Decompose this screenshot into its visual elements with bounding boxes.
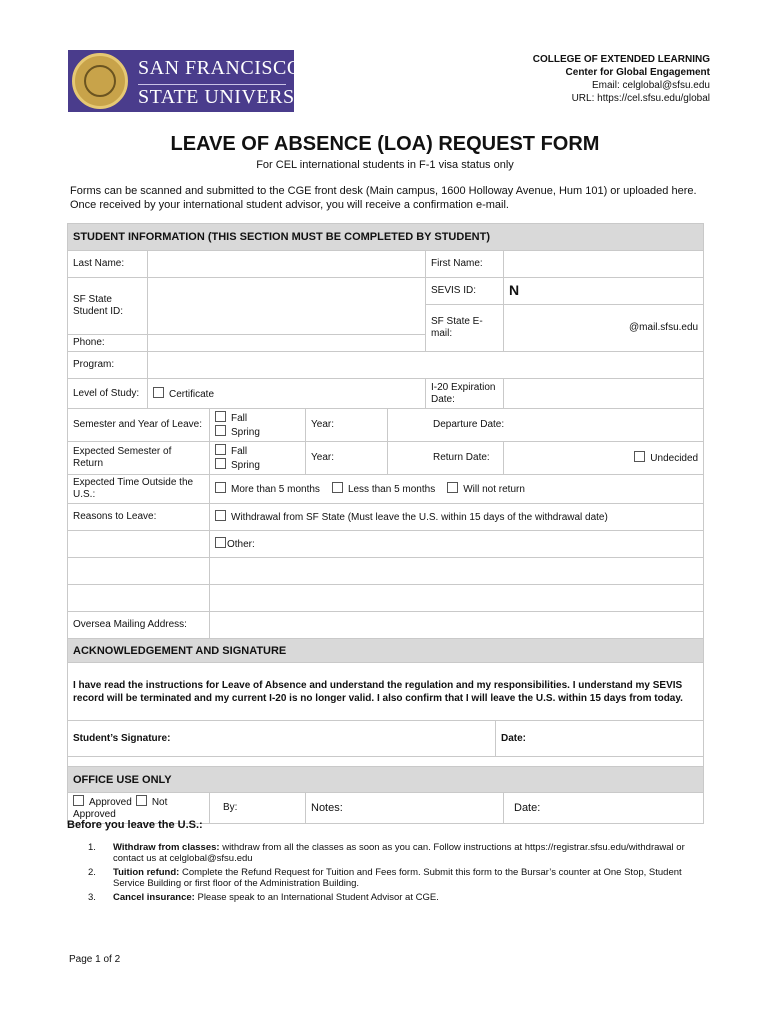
expected-time-options: [210, 475, 704, 504]
header-url: URL: https://cel.sfsu.edu/global: [571, 93, 710, 104]
ack-date-label: Date:: [501, 732, 527, 744]
address-input-1[interactable]: [210, 585, 704, 612]
ack-spacer: [68, 757, 704, 767]
approved-label: Approved: [89, 797, 132, 808]
certificate-label: Certificate: [169, 388, 215, 400]
office-section-heading: OFFICE USE ONLY: [68, 767, 704, 793]
phone-label: Phone:: [68, 335, 148, 352]
step-number: 1.: [88, 842, 96, 853]
more-than-5-label: More than 5 months: [231, 484, 320, 495]
departure-date-field[interactable]: [388, 409, 704, 442]
semester-leave-options: [210, 409, 306, 442]
withdrawal-option: [210, 504, 704, 531]
logo-line-2: STATE UNIVERSITY: [138, 86, 330, 108]
last-name-label: Last Name:: [68, 251, 148, 278]
form-title: LEAVE OF ABSENCE (LOA) REQUEST FORM: [170, 133, 600, 155]
step-heading: Withdraw from classes:: [113, 842, 220, 853]
before-leave-title: Before you leave the U.S.:: [67, 819, 203, 831]
step-text: Please speak to an International Student Advisor at CGE.: [194, 892, 439, 903]
phone-input[interactable]: [148, 335, 426, 352]
before-leave-steps: [88, 842, 708, 906]
other-checkbox[interactable]: [215, 537, 226, 548]
level-of-study-options: [148, 379, 426, 409]
step-item: [88, 842, 708, 864]
loa-form-table: [67, 223, 704, 824]
email-domain: @mail.sfsu.edu: [629, 322, 699, 333]
less-than-5-label: Less than 5 months: [347, 484, 436, 495]
approved-checkbox[interactable]: [73, 795, 84, 806]
signature-field[interactable]: [68, 721, 496, 757]
other-reason-input[interactable]: [210, 558, 704, 585]
i20-expiration-input[interactable]: [504, 379, 704, 409]
page-number: Page 1 of 2: [69, 954, 121, 965]
step-number: 3.: [88, 892, 96, 903]
leave-spring-label: Spring: [231, 427, 260, 438]
semester-leave-label: Semester and Year of Leave:: [68, 409, 210, 442]
expected-time-label: Expected Time Outside the U.S.:: [68, 475, 210, 504]
sf-email-input[interactable]: [504, 305, 704, 352]
undecided-checkbox[interactable]: [634, 451, 645, 462]
leave-fall-label: Fall: [231, 413, 248, 424]
step-item: [88, 867, 708, 889]
step-heading: Cancel insurance:: [113, 892, 195, 903]
ack-text: I have read the instructions for Leave of Absence and understand the regulation and my responsibilities. I understand my SEVIS record will be terminated and my current I-20 is no longer valid. I also confirm that I will leave the U.S. within 15 days from today.: [68, 663, 704, 721]
will-not-return-label: Will not return: [463, 484, 525, 495]
program-input[interactable]: [148, 352, 704, 379]
sevis-id-input[interactable]: [504, 278, 704, 305]
step-heading: Tuition refund:: [113, 867, 180, 878]
by-label: By:: [223, 802, 238, 813]
return-date-label: Return Date:: [433, 452, 490, 463]
last-name-input[interactable]: [148, 251, 426, 278]
more-than-5-checkbox[interactable]: [215, 482, 226, 493]
ack-section-heading: ACKNOWLEDGEMENT AND SIGNATURE: [68, 639, 704, 663]
leave-spring-checkbox[interactable]: [215, 425, 226, 436]
ack-date-field[interactable]: [496, 721, 704, 757]
college-name: COLLEGE OF EXTENDED LEARNING: [532, 54, 710, 65]
step-number: 2.: [88, 867, 96, 878]
program-label: Program:: [68, 352, 148, 379]
will-not-return-checkbox[interactable]: [447, 482, 458, 493]
expected-return-label: Expected Semester of Return: [68, 442, 210, 475]
certificate-checkbox[interactable]: [153, 387, 164, 398]
return-spring-checkbox[interactable]: [215, 458, 226, 469]
other-option: [210, 531, 704, 558]
departure-date-label: Departure Date:: [433, 419, 505, 430]
by-field[interactable]: [210, 793, 306, 824]
address-spacer: [68, 585, 210, 612]
less-than-5-checkbox[interactable]: [332, 482, 343, 493]
sf-id-label: SF State Student ID:: [68, 278, 148, 335]
withdrawal-label: Withdrawal from SF State (Must leave the U.S. within 15 days of the withdrawal date): [231, 512, 608, 523]
undecided-option: [504, 442, 704, 475]
first-name-label: First Name:: [426, 251, 504, 278]
leave-year-label: Year:: [306, 409, 388, 442]
reasons-spacer-2: [68, 558, 210, 585]
reasons-label: Reasons to Leave:: [68, 504, 210, 531]
leave-fall-checkbox[interactable]: [215, 411, 226, 422]
notes-field[interactable]: [306, 793, 504, 824]
undecided-label: Undecided: [650, 453, 699, 464]
step-item: [88, 892, 708, 903]
return-year-label: Year:: [306, 442, 388, 475]
logo-divider: [138, 84, 286, 85]
sevis-id-label: SEVIS ID:: [426, 278, 504, 305]
office-date-field[interactable]: [504, 793, 704, 824]
notes-label: Notes:: [311, 802, 343, 814]
return-spring-label: Spring: [231, 460, 260, 471]
intro-text: Forms can be scanned and submitted to the CGE front desk (Main campus, 1600 Holloway Avenue, Hum 101) or uploaded here. Once received by your international student advisor, you will receive a confirmation e-mail.: [70, 185, 697, 211]
withdrawal-checkbox[interactable]: [215, 510, 226, 521]
return-semester-options: [210, 442, 306, 475]
step-text: withdraw from all the classes as soon as you can. Follow instructions at https://registrar.sfsu.edu/withdrawal or contact us at celglobal@sfsu.edu: [113, 842, 685, 864]
center-name: Center for Global Engagement: [565, 67, 710, 78]
return-fall-label: Fall: [231, 446, 248, 457]
step-text: Complete the Refund Request for Tuition and Fees form. Submit this form to the Bursar’s counter at One Stop, Student Service Building or first floor of the Administration Building.: [113, 867, 682, 889]
sevis-prefix: N: [509, 281, 520, 298]
other-label: Other:: [227, 539, 255, 550]
not-approved-label: Not Approved: [73, 797, 168, 820]
student-section-heading: STUDENT INFORMATION (THIS SECTION MUST BE COMPLETED BY STUDENT): [68, 224, 704, 251]
level-of-study-label: Level of Study:: [68, 379, 148, 409]
oversea-address-input[interactable]: [210, 612, 704, 639]
first-name-input[interactable]: [504, 251, 704, 278]
oversea-address-label: Oversea Mailing Address:: [68, 612, 210, 639]
office-date-label: Date:: [514, 802, 541, 814]
reasons-spacer: [68, 531, 210, 558]
sf-email-label: SF State E-mail:: [426, 305, 504, 352]
logo-line-1: SAN FRANCISCO: [138, 57, 302, 79]
return-fall-checkbox[interactable]: [215, 444, 226, 455]
signature-label: Student’s Signature:: [73, 732, 171, 744]
university-seal-icon: [72, 53, 128, 109]
i20-expiration-label: I-20 Expiration Date:: [426, 379, 504, 409]
form-subtitle: For CEL international students in F-1 visa status only: [256, 159, 514, 171]
not-approved-checkbox[interactable]: [136, 795, 147, 806]
return-date-field[interactable]: [388, 442, 504, 475]
sf-id-input[interactable]: [148, 278, 426, 335]
header-email: Email: celglobal@sfsu.edu: [592, 80, 710, 91]
